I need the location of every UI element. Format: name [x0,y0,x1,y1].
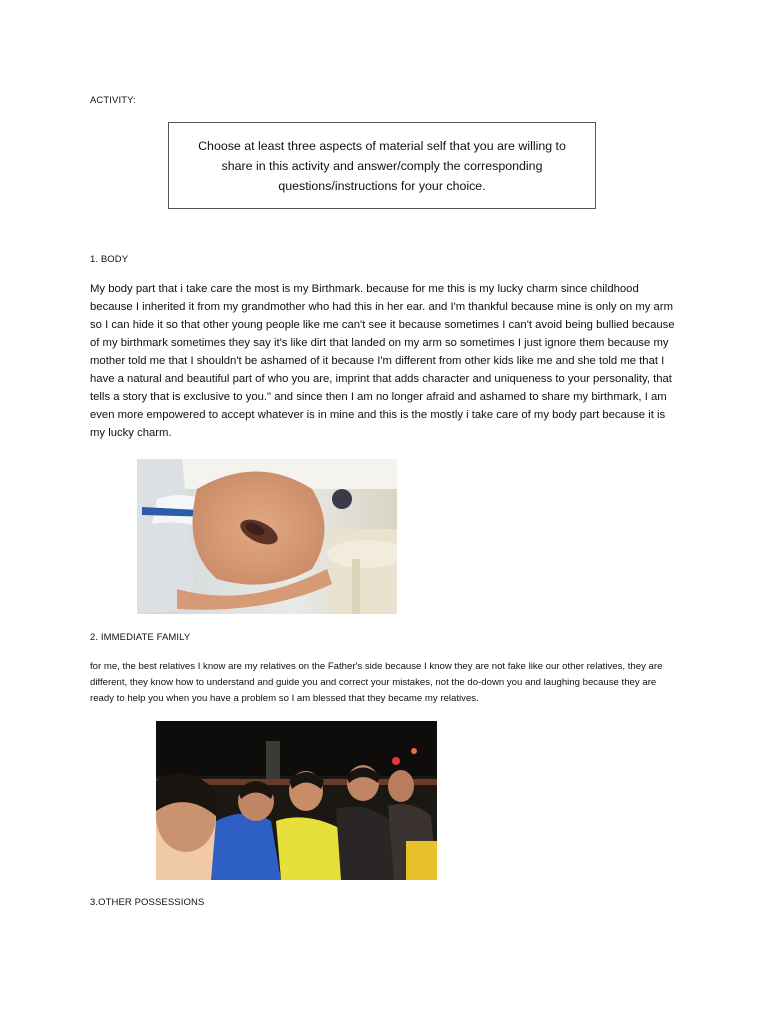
family-photo [156,721,437,880]
section-family-text: for me, the best relatives I know are my relatives on the Father's side because I know they are not fake like our other relatives, they are different, they know how to understand and guide you and correct your mistakes, not the do-down you and laughing because they are ready to help you when you have a problem so I am blessed that they became my relatives. [90,661,663,704]
activity-label: ACTIVITY: [90,95,136,106]
instructions-text: Choose at least three aspects of material self that you are willing to share in this activity and answer/comply the corresponding questions/instructions for your choice. [198,138,566,193]
section-heading-possessions: 3.OTHER POSSESSIONS [90,897,205,908]
instructions-box [168,122,596,209]
birthmark-photo [137,459,397,614]
section-heading-family: 2. IMMEDIATE FAMILY [90,632,191,643]
section-body-text: My body part that i take care the most is my Birthmark. because for me this is my lucky charm since childhood because I inherited it from my grandmother who had this in her ear. and I'm thankful because mine is only on my arm so I can hide it so that other young people like me can't see it because sometimes I can't avoid being bullied because of my birthmark sometimes they say it's like dirt that landed on my arm so sometimes I just ignore them because my mother told me that I shouldn't be ashamed of it because I'm different from other kids like me and she told me that I have a natural and beautiful part of who you are, imprint that adds character and uniqueness to your personality, that tells a story that is exclusive to you." and since then I am no longer afraid and ashamed to share my birthmark, I am even more empowered to accept whatever is in mine and this is the mostly i take care of my body part because it is my lucky charm. [90,283,675,439]
section-heading-body: 1. BODY [90,254,129,265]
